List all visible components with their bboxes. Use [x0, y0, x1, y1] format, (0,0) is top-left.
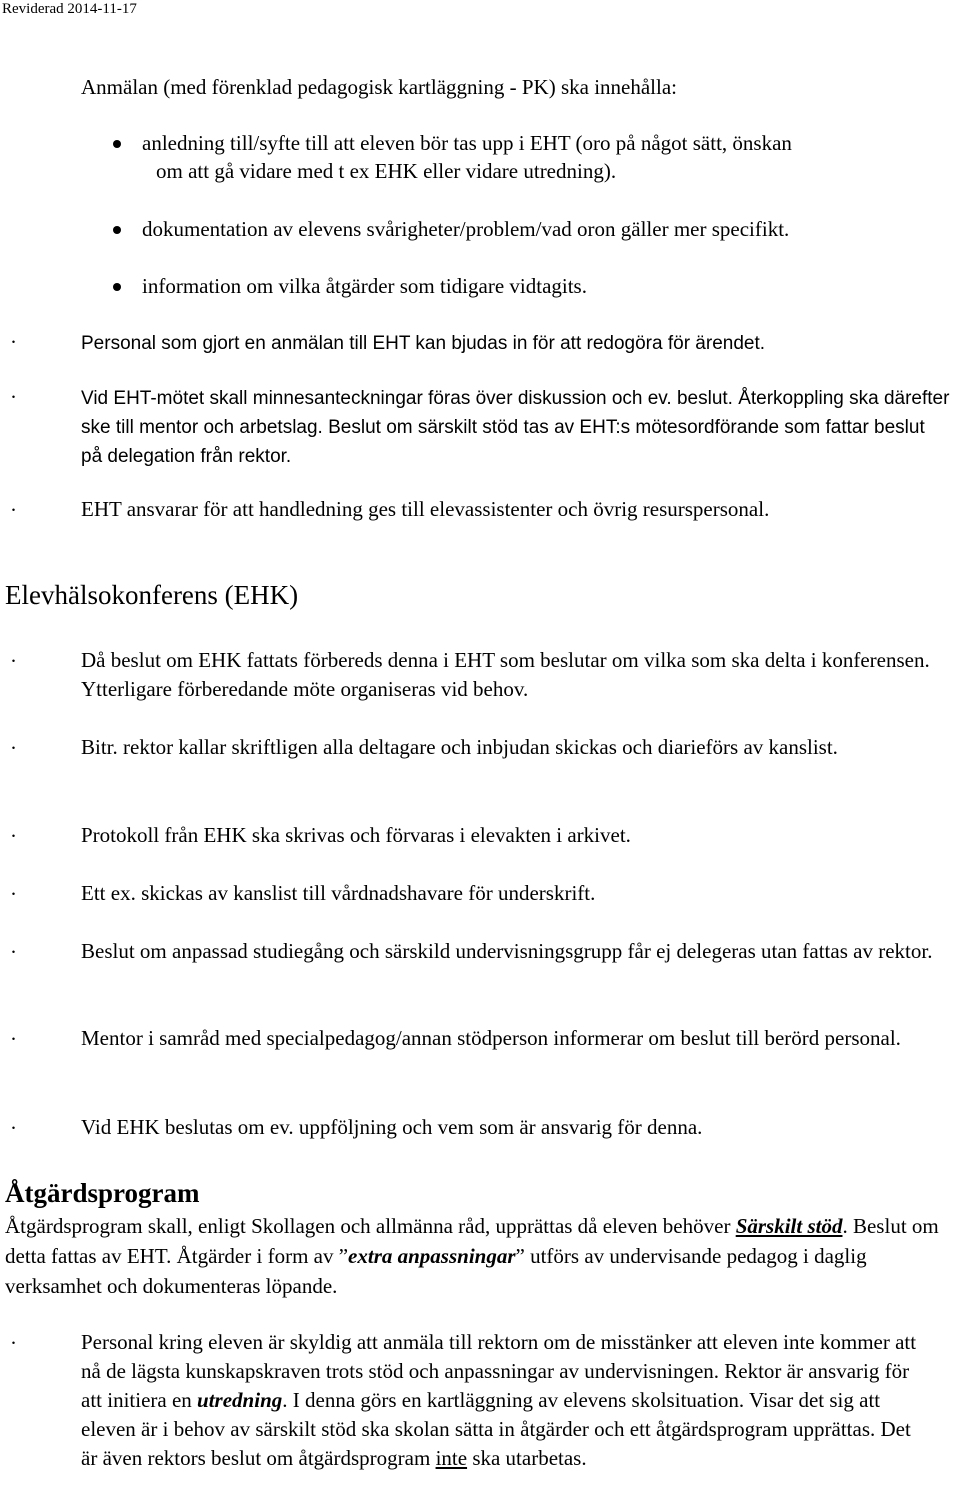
atgard-paragraph	[5, 1211, 957, 1301]
list-item: Mentor i samråd med specialpedagog/annan stödperson informerar om beslut till berörd personal.	[81, 1026, 901, 1050]
list-item	[81, 1328, 931, 1473]
intro-text: Anmälan (med förenklad pedagogisk kartläggning - PK) ska innehålla:	[81, 75, 677, 99]
revision-date: Reviderad 2014-11-17	[2, 1, 137, 17]
small-bullet-icon: ·	[10, 1116, 17, 1140]
small-bullet-icon: ·	[10, 1331, 17, 1355]
small-bullet-icon: ·	[10, 824, 17, 848]
bullet-dot	[113, 283, 121, 291]
list-item: Protokoll från EHK ska skrivas och förvaras i elevakten i arkivet.	[81, 823, 631, 847]
section-heading-atgardsprogram: Åtgärdsprogram	[5, 1178, 200, 1208]
bullet-item-1	[142, 129, 942, 185]
bullet-item-1-line1: anledning till/syfte till att eleven bör tas upp i EHT (oro på något sätt, önskan	[142, 131, 792, 155]
bullet-item-2: dokumentation av elevens svårigheter/problem/vad oron gäller mer specifikt.	[142, 217, 790, 241]
list-item: Bitr. rektor kallar skriftligen alla deltagare och inbjudan skickas och diarieförs av kanslist.	[81, 735, 838, 759]
bullet-dot	[113, 226, 121, 234]
small-bullet-icon: ·	[10, 649, 17, 673]
small-bullet-icon: ·	[10, 498, 17, 522]
small-bullet-icon: ·	[10, 882, 17, 906]
last-item-underline-inte: inte	[435, 1446, 468, 1470]
list-item: EHT ansvarar för att handledning ges till elevassistenter och övrig resurspersonal.	[81, 497, 770, 521]
last-item-text-b: . I denna görs en kartläggning av elevens skolsituation. Visar det sig att eleven är i behov av särskilt stöd ska skolan sätta in åtgärder och ett åtgärdsprogram upprättas. Det är även rektors beslut om åtgärdsprogram	[81, 1388, 911, 1470]
last-item-text-a: Personal kring eleven är skyldig att anmäla till rektorn om de misstänker att eleven inte kommer att nå de lägsta kunskapskraven trots stöd och anpassningar av undervisningen. Rektor är ansvarig för att initiera en	[81, 1330, 917, 1412]
small-bullet-icon: ·	[10, 940, 17, 964]
atgard-text-1: Åtgärdsprogram skall, enligt Skollagen och allmänna råd, upprättas då eleven behöver	[5, 1214, 736, 1238]
list-item: Vid EHK beslutas om ev. uppföljning och vem som är ansvarig för denna.	[81, 1115, 703, 1139]
atgard-emphasis-extra-anpassningar: extra anpassningar	[348, 1244, 516, 1268]
atgard-text-2: . Beslut om detta fattas av EHT. Åtgärder i form av ”	[5, 1214, 939, 1268]
atgard-emphasis-sarskilt-stod: Särskilt stöd	[735, 1214, 843, 1238]
last-item-emphasis-utredning: utredning	[197, 1388, 283, 1412]
bullet-dot	[113, 140, 121, 148]
list-item: Vid EHT-mötet skall minnesanteckningar föras över diskussion och ev. beslut. Återkoppling ska därefter ske till mentor och arbetslag. Beslut om särskilt stöd tas av EHT:s mötesordförande som fattar beslut på delegation från rektor.	[81, 388, 950, 467]
list-item: Ett ex. skickas av kanslist till vårdnadshavare för underskrift.	[81, 881, 596, 905]
list-item: Beslut om anpassad studiegång och särskild undervisningsgrupp får ej delegeras utan fattas av rektor.	[81, 939, 933, 963]
atgard-text-3: ” utförs av undervisande pedagog i daglig verksamhet och dokumenteras löpande.	[5, 1244, 867, 1298]
last-item-text-c: ska utarbetas.	[467, 1446, 587, 1470]
bullet-item-3: information om vilka åtgärder som tidigare vidtagits.	[142, 274, 587, 298]
small-bullet-icon: ·	[10, 330, 17, 354]
bullet-item-1-line2: om att gå vidare med t ex EHK eller vidare utredning).	[156, 159, 617, 183]
small-bullet-icon: ·	[10, 385, 17, 409]
list-item: Då beslut om EHK fattats förbereds denna i EHT som beslutar om vilka som ska delta i konferensen. Ytterligare förberedande möte organiseras vid behov.	[81, 648, 930, 701]
small-bullet-icon: ·	[10, 1027, 17, 1051]
small-bullet-icon: ·	[10, 736, 17, 760]
section-heading-ehk: Elevhälsokonferens (EHK)	[5, 580, 299, 610]
list-item: Personal som gjort en anmälan till EHT kan bjudas in för att redogöra för ärendet.	[81, 333, 766, 354]
